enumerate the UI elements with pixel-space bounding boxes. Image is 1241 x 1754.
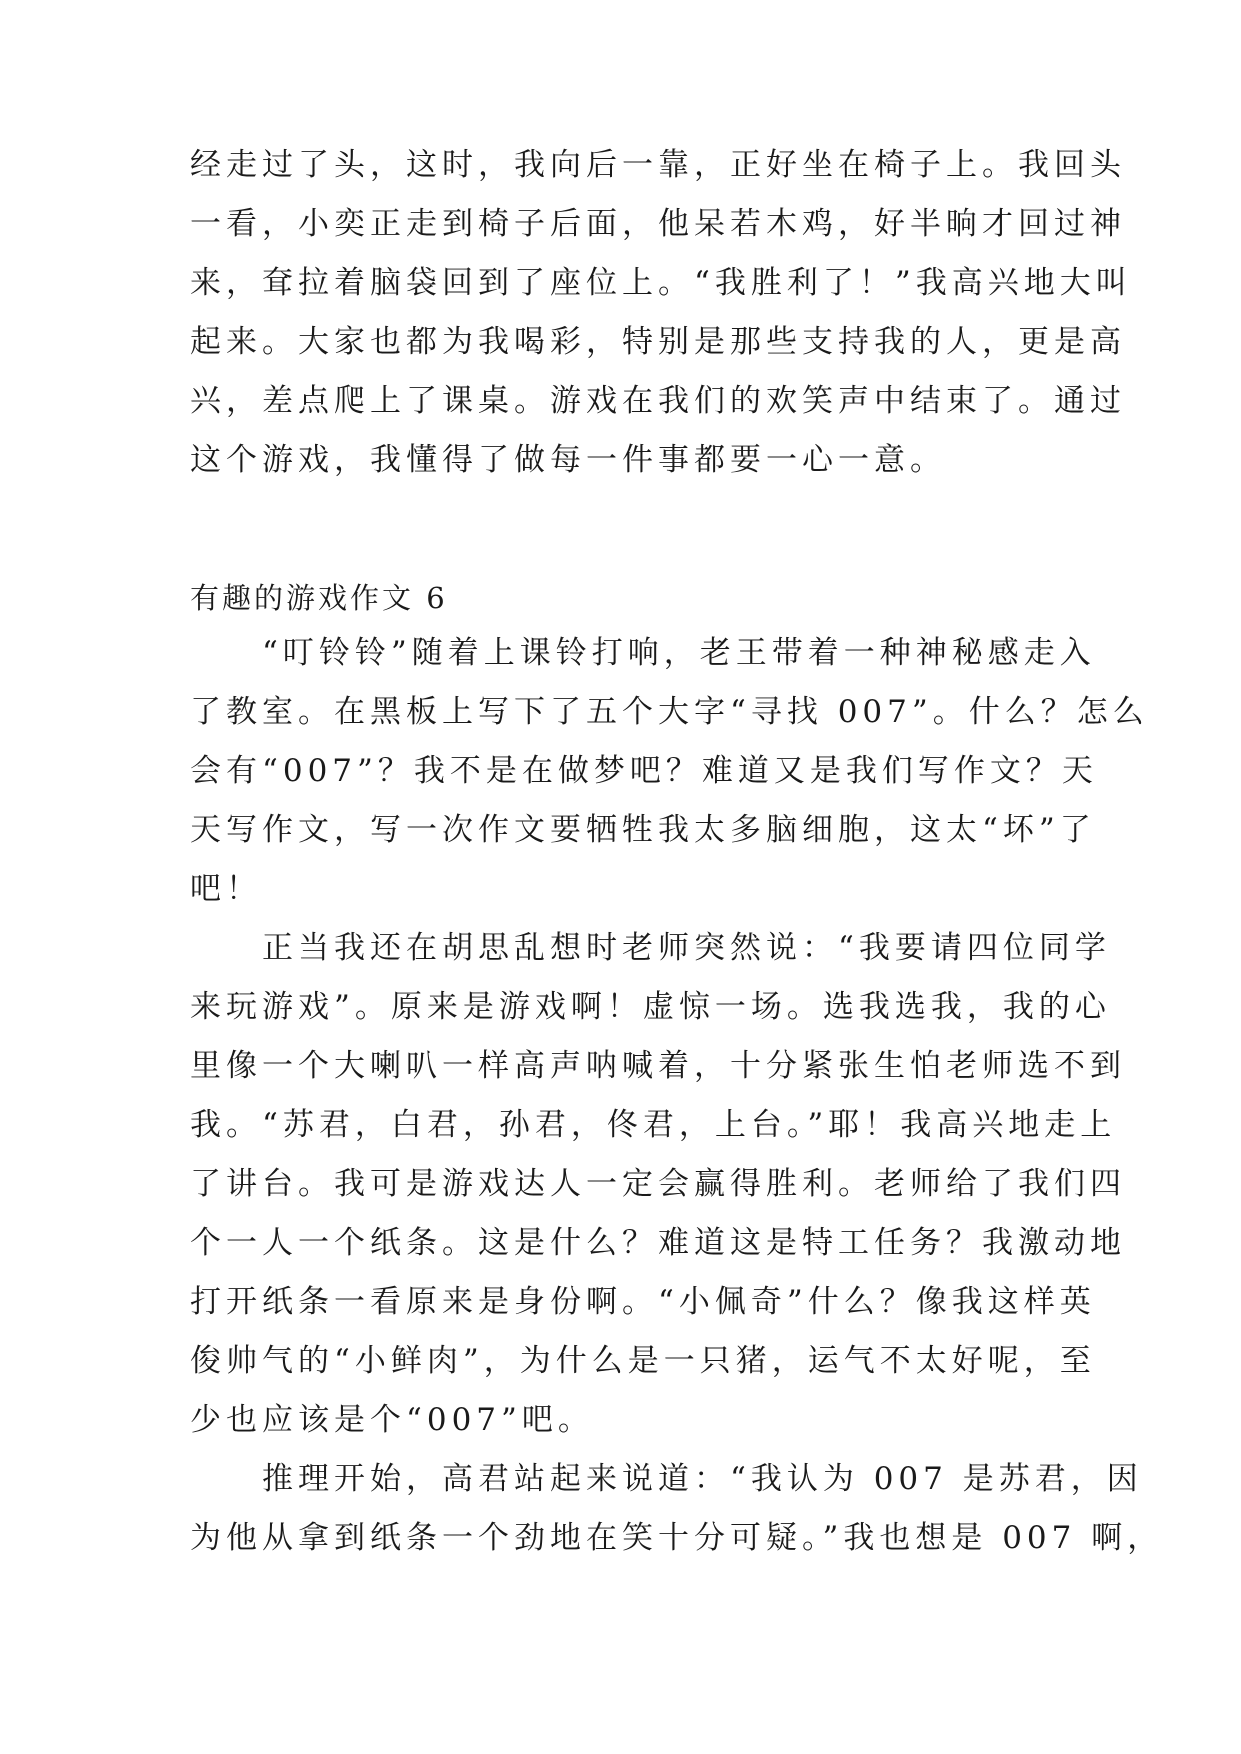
text-line: 一看，小奕正走到椅子后面，他呆若木鸡，好半晌才回过神 bbox=[190, 206, 1126, 242]
text-line: “叮铃铃”随着上课铃打响，老王带着一种神秘感走入 bbox=[190, 635, 1096, 671]
text-line: 来，耷拉着脑袋回到了座位上。“我胜利了！”我高兴地大叫 bbox=[190, 265, 1132, 301]
text-line: 正当我还在胡思乱想时老师突然说：“我要请四位同学 bbox=[190, 930, 1111, 966]
text-line: 推理开始，高君站起来说道：“我认为 007 是苏君，因 bbox=[190, 1461, 1143, 1497]
paragraph-2 bbox=[190, 624, 1149, 919]
text-line: 起来。大家也都为我喝彩，特别是那些支持我的人，更是高 bbox=[190, 324, 1126, 360]
text-line: 来玩游戏”。原来是游戏啊！虚惊一场。选我选我，我的心 bbox=[190, 989, 1111, 1025]
paragraph-1 bbox=[190, 136, 1132, 490]
paragraph-3 bbox=[190, 919, 1126, 1450]
text-line: 个一人一个纸条。这是什么？难道这是特工任务？我激动地 bbox=[190, 1225, 1126, 1261]
text-line: 经走过了头，这时，我向后一靠，正好坐在椅子上。我回头 bbox=[190, 147, 1126, 183]
text-line: 我。“苏君，白君，孙君，佟君，上台。”耶！我高兴地走上 bbox=[190, 1107, 1117, 1143]
text-line: 俊帅气的“小鲜肉”，为什么是一只猪，运气不太好呢，至 bbox=[190, 1343, 1096, 1379]
text-line: 里像一个大喇叭一样高声呐喊着，十分紧张生怕老师选不到 bbox=[190, 1048, 1126, 1084]
text-line: 吧！ bbox=[190, 871, 262, 907]
text-line: 天写作文，写一次作文要牺牲我太多脑细胞，这太“坏”了 bbox=[190, 812, 1096, 848]
paragraph-4 bbox=[190, 1450, 1164, 1568]
text-line: 了讲台。我可是游戏达人一定会赢得胜利。老师给了我们四 bbox=[190, 1166, 1126, 1202]
text-line: 了教室。在黑板上写下了五个大字“寻找 007”。什么？怎么 bbox=[190, 694, 1149, 730]
text-line: 为他从拿到纸条一个劲地在笑十分可疑。”我也想是 007 啊， bbox=[190, 1520, 1164, 1556]
text-line: 打开纸条一看原来是身份啊。“小佩奇”什么？像我这样英 bbox=[190, 1284, 1096, 1320]
text-line: 这个游戏，我懂得了做每一件事都要一心一意。 bbox=[190, 442, 946, 478]
section-title: 有趣的游戏作文 6 bbox=[190, 581, 448, 615]
text-line: 少也应该是个“007”吧。 bbox=[190, 1402, 594, 1438]
text-line: 兴，差点爬上了课桌。游戏在我们的欢笑声中结束了。通过 bbox=[190, 383, 1126, 419]
text-line: 会有“007”？我不是在做梦吧？难道又是我们写作文？天 bbox=[190, 753, 1098, 789]
